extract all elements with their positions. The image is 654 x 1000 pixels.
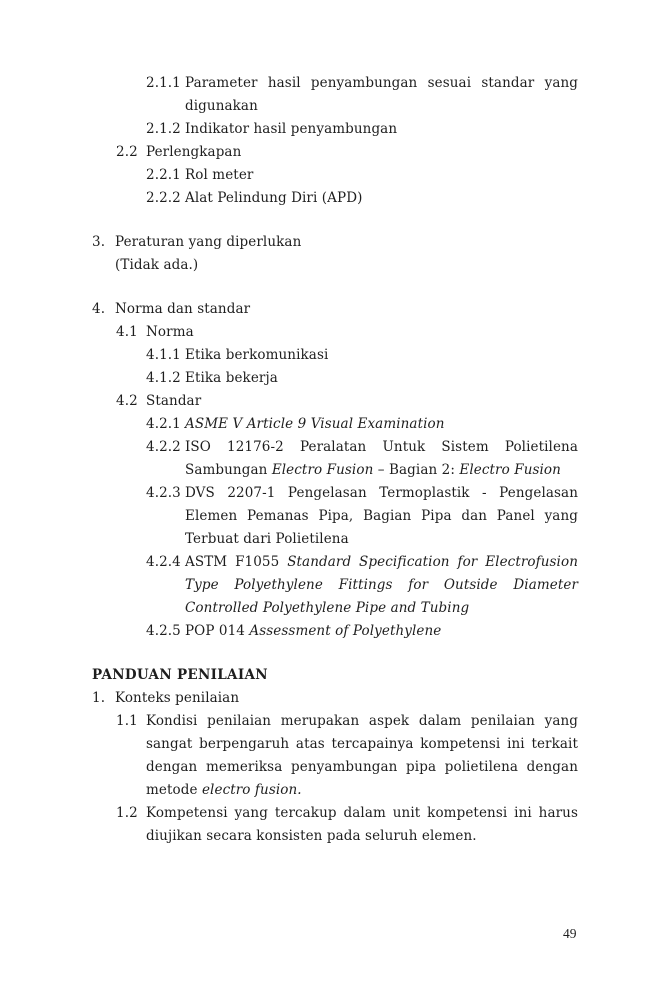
item-number: 2.2 [116,144,138,160]
text-segment: Standar [146,393,202,409]
item-text [185,413,578,436]
text-segment: Etika bekerja [185,370,278,386]
item-number: 4.2.4 [146,554,181,570]
text-segment: Kompetensi yang tercakup dalam unit kompetensi ini harus diujikan secara konsisten pada seluruh elemen. [146,805,578,844]
doc-item-2-1-2 [92,118,578,141]
item-number: 3. [92,234,106,250]
text-segment: ASTM F1055 [185,554,288,570]
doc-item-4-2-1 [92,413,578,436]
italic-text-segment: Assessment of Polyethylene [249,623,442,639]
item-number: 1.1 [116,713,138,729]
text-segment: Norma dan standar [115,301,251,317]
doc-item-3-note [92,254,578,277]
item-text [185,436,578,482]
text-segment: Alat Pelindung Diri (APD) [185,190,363,206]
item-text [185,551,578,620]
item-text [185,72,578,118]
italic-text-segment: Electro Fusion [271,462,374,478]
item-text [185,187,578,210]
page-number: 49 [563,926,577,941]
item-text [185,482,578,551]
item-text [185,620,578,643]
item-number: 4. [92,301,106,317]
text-segment: Parameter hasil penyambungan sesuai standar yang digunakan [185,75,578,114]
doc-item-4-1 [92,321,578,344]
doc-item-1-2 [92,802,578,848]
doc-item-2-2 [92,141,578,164]
text-segment: Konteks penilaian [115,690,240,706]
item-text [185,344,578,367]
doc-item-2-2-2 [92,187,578,210]
italic-text-segment: Standard Specification for Electrofusion Type Polyethylene Fittings for Outside Diameter Controlled Polyethylene Pipe and Tubing [185,554,578,616]
item-number: 4.2.2 [146,439,181,455]
doc-item-4-2-3 [92,482,578,551]
text-segment: ISO 12176-2 Peralatan Untuk Sistem Polietilena Sambungan [185,439,578,478]
italic-text-segment: electro fusion. [201,782,302,798]
document-body [92,72,578,848]
doc-item-4-1-1 [92,344,578,367]
text-segment: Indikator hasil penyambungan [185,121,398,137]
item-text [146,390,578,413]
text-segment: Kondisi penilaian merupakan aspek dalam penilaian yang sangat berpengaruh atas tercapainya kompetensi ini terkait dengan memeriksa penyambungan pipa polietilena dengan metode [146,713,578,798]
item-number: 1. [92,690,106,706]
item-number: 2.1.2 [146,121,181,137]
text-segment: Rol meter [185,167,254,183]
item-number: 2.2.2 [146,190,181,206]
doc-item-2-1-1 [92,72,578,118]
item-number: 4.1 [116,324,138,340]
item-text [115,231,578,254]
text-segment: POP 014 [185,623,250,639]
doc-item-1 [92,687,578,710]
item-number: 2.2.1 [146,167,181,183]
doc-item-4-2-2 [92,436,578,482]
item-number: 4.2 [116,393,138,409]
item-text [115,687,578,710]
doc-item-3 [92,231,578,254]
text-segment: Perlengkapan [146,144,242,160]
item-number: 4.2.1 [146,416,181,432]
text-segment: Etika berkomunikasi [185,347,329,363]
item-text [146,321,578,344]
text-segment: Peraturan yang diperlukan [115,234,302,250]
item-text [185,367,578,390]
italic-text-segment: ASME V Article 9 Visual Examination [185,416,445,432]
section-heading-panduan-penilaian [92,664,578,687]
item-number: 4.1.2 [146,370,181,386]
text-segment: DVS 2207-1 Pengelasan Termoplastik - Pengelasan Elemen Pemanas Pipa, Bagian Pipa dan Panel yang Terbuat dari Polietilena [185,485,578,547]
item-number: 4.1.1 [146,347,181,363]
doc-item-1-1 [92,710,578,802]
text-segment: Norma [146,324,194,340]
item-text [185,118,578,141]
item-text [146,802,578,848]
item-text [146,141,578,164]
item-text [115,254,578,277]
doc-item-4-2-5 [92,620,578,643]
item-text [115,298,578,321]
item-number: 4.2.5 [146,623,181,639]
doc-item-4-2-4 [92,551,578,620]
italic-text-segment: Electro Fusion [459,462,561,478]
doc-item-4-2 [92,390,578,413]
doc-item-4-1-2 [92,367,578,390]
item-number: 2.1.1 [146,75,181,91]
text-segment: (Tidak ada.) [115,257,199,273]
heading-text: PANDUAN PENILAIAN [92,667,268,683]
item-text [185,164,578,187]
doc-item-2-2-1 [92,164,578,187]
item-number: 4.2.3 [146,485,181,501]
doc-item-4 [92,298,578,321]
item-text [146,710,578,802]
item-number: 1.2 [116,805,138,821]
text-segment: – Bagian 2: [373,462,460,478]
